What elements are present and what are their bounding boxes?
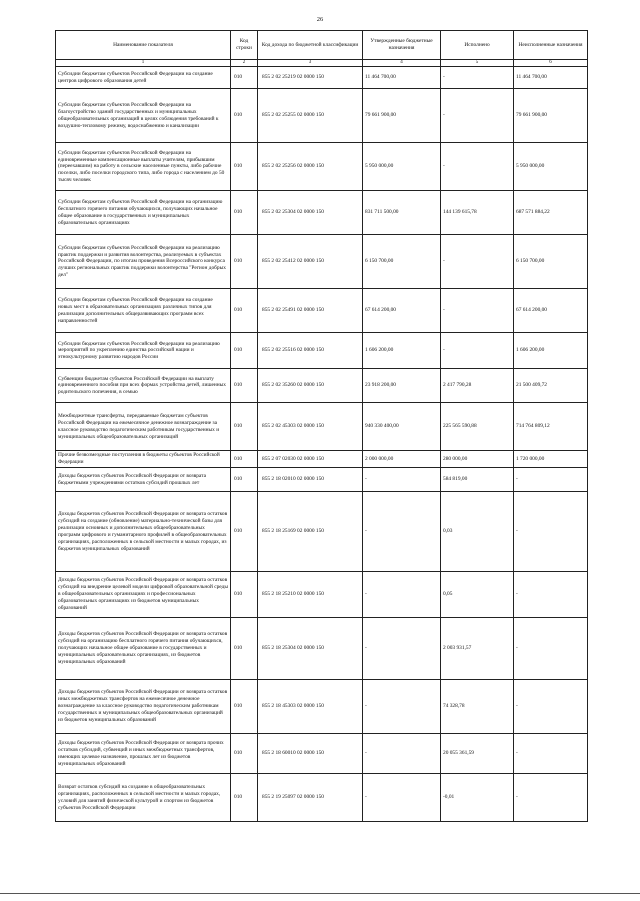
table-row	[56, 774, 588, 822]
unexecuted-amount-cell: 1 606 200,00	[514, 333, 588, 369]
table-row	[56, 289, 588, 333]
row-code-cell: 010	[231, 89, 258, 143]
indicator-name-cell: Доходы бюджетов субъектов Российской Федерации от возврата прочих остатков субсидий, субвенций и иных межбюджетных трансфертов, имеющих целевое назначение, прошлых лет из бюджетов муниципальных образований	[56, 734, 231, 774]
table-row	[56, 333, 588, 369]
column-number-row	[56, 60, 588, 67]
indicator-name-cell: Субсидии бюджетам субъектов Российской Федерации на организацию бесплатного горячего питания обучающихся, получающих начальное общее образование в государственных и муниципальных образовательных организациях	[56, 191, 231, 235]
executed-amount-cell: 2 003 931,57	[441, 618, 514, 680]
unexecuted-amount-cell: -	[514, 492, 588, 572]
table-row	[56, 618, 588, 680]
row-code-cell: 010	[231, 403, 258, 451]
unexecuted-amount-cell: 11 464 700,00	[514, 67, 588, 89]
indicator-name-cell: Межбюджетные трансферты, передаваемые бюджетам субъектов Российской Федерации на ежемесячное денежное вознаграждение за классное руководство педагогическим работникам государственных и муниципальных общеобразовательных организаций	[56, 403, 231, 451]
table-row	[56, 67, 588, 89]
row-code-cell: 010	[231, 67, 258, 89]
unexecuted-amount-cell: -	[514, 572, 588, 618]
indicator-name-cell: Прочие безвозмездные поступления в бюджеты субъектов Российской Федерации	[56, 451, 231, 468]
page-number: 26	[316, 16, 324, 23]
classification-code-cell: 855 2 18 60010 02 0000 150	[258, 734, 363, 774]
approved-amount-cell: -	[363, 492, 441, 572]
executed-amount-cell: -	[441, 289, 514, 333]
column-number: 2	[231, 60, 258, 67]
approved-amount-cell: -	[363, 618, 441, 680]
classification-code-cell: 855 2 02 25219 02 0000 150	[258, 67, 363, 89]
header-executed: Исполнено	[441, 31, 514, 60]
row-code-cell: 010	[231, 468, 258, 492]
revenue-table	[55, 30, 588, 822]
column-number: 1	[56, 60, 231, 67]
table-row	[56, 572, 588, 618]
unexecuted-amount-cell: 67 614 200,00	[514, 289, 588, 333]
indicator-name-cell: Доходы бюджетов субъектов Российской Федерации от возврата остатков субсидий на создание (обновление) материально-технической базы для реализации основных и дополнительных общеобразовательных программ цифрового и гуманитарного профилей в общеобразовательных организациях, расположенных в сельской местности и малых городах, из бюджетов муниципальных образований	[56, 492, 231, 572]
classification-code-cell: 855 2 18 25210 02 0000 150	[258, 572, 363, 618]
unexecuted-amount-cell: -	[514, 680, 588, 734]
page-bottom-rule	[0, 893, 640, 894]
header-name: Наименование показателя	[56, 31, 231, 60]
indicator-name-cell: Доходы бюджетов субъектов Российской Федерации от возврата остатков субсидий на организацию бесплатного горячего питания обучающихся, получающих начальное общее образование в государственных и муниципальных образовательных организациях, из бюджетов муниципальных образований	[56, 618, 231, 680]
approved-amount-cell: 23 918 200,00	[363, 369, 441, 403]
unexecuted-amount-cell: 687 571 884,22	[514, 191, 588, 235]
classification-code-cell: 855 2 02 25304 02 0000 150	[258, 191, 363, 235]
classification-code-cell: 855 2 02 25255 02 0000 150	[258, 89, 363, 143]
row-code-cell: 010	[231, 774, 258, 822]
indicator-name-cell: Субсидии бюджетам субъектов Российской Федерации на реализацию мероприятий по укреплению единства российской нации и этнокультурному развитию народов России	[56, 333, 231, 369]
approved-amount-cell: -	[363, 468, 441, 492]
approved-amount-cell: 79 661 900,00	[363, 89, 441, 143]
unexecuted-amount-cell: 6 150 700,00	[514, 235, 588, 289]
approved-amount-cell: 1 606 200,00	[363, 333, 441, 369]
approved-amount-cell: 5 950 000,00	[363, 143, 441, 191]
classification-code-cell: 855 2 02 45303 02 0000 150	[258, 403, 363, 451]
table-row	[56, 468, 588, 492]
approved-amount-cell: -	[363, 680, 441, 734]
table-row	[56, 492, 588, 572]
indicator-name-cell: Субсидии бюджетам субъектов Российской Федерации на создание новых мест в образовательных организациях различных типов для реализации дополнительных общеразвивающих программ всех направленностей	[56, 289, 231, 333]
table-row	[56, 191, 588, 235]
classification-code-cell: 855 2 19 25097 02 0000 150	[258, 774, 363, 822]
executed-amount-cell: 144 139 615,78	[441, 191, 514, 235]
unexecuted-amount-cell: -	[514, 734, 588, 774]
table-row	[56, 734, 588, 774]
row-code-cell: 010	[231, 680, 258, 734]
indicator-name-cell: Субсидии бюджетам субъектов Российской Федерации на единовременные компенсационные выплаты учителям, прибывшим (переехавшим) на работу в сельские населенные пункты, либо рабочие поселки, либо поселки городского типа, либо города с населением до 50 тысяч человек	[56, 143, 231, 191]
header-classification: Код дохода по бюджетной классификации	[258, 31, 363, 60]
table-row	[56, 143, 588, 191]
table-row	[56, 680, 588, 734]
table-row	[56, 369, 588, 403]
executed-amount-cell: -	[441, 143, 514, 191]
indicator-name-cell: Доходы бюджетов субъектов Российской Федерации от возврата бюджетными учреждениями остатков субсидий прошлых лет	[56, 468, 231, 492]
classification-code-cell: 855 2 18 02010 02 0000 150	[258, 468, 363, 492]
approved-amount-cell: 67 614 200,00	[363, 289, 441, 333]
executed-amount-cell: 2 417 790,28	[441, 369, 514, 403]
executed-amount-cell: -0,01	[441, 774, 514, 822]
executed-amount-cell: 74 328,78	[441, 680, 514, 734]
classification-code-cell: 855 2 18 45303 02 0000 150	[258, 680, 363, 734]
unexecuted-amount-cell: 714 764 809,12	[514, 403, 588, 451]
row-code-cell: 010	[231, 191, 258, 235]
column-number: 4	[363, 60, 441, 67]
classification-code-cell: 855 2 07 02030 02 0000 150	[258, 451, 363, 468]
unexecuted-amount-cell: -	[514, 618, 588, 680]
row-code-cell: 010	[231, 289, 258, 333]
classification-code-cell: 855 2 02 35260 02 0000 150	[258, 369, 363, 403]
approved-amount-cell: 940 330 400,00	[363, 403, 441, 451]
approved-amount-cell: 831 711 500,00	[363, 191, 441, 235]
indicator-name-cell: Доходы бюджетов субъектов Российской Федерации от возврата остатков иных межбюджетных трансфертов на ежемесячное денежное вознаграждение за классное руководство педагогическим работникам государственных и муниципальных общеобразовательных организаций из бюджетов муниципальных образований	[56, 680, 231, 734]
executed-amount-cell: -	[441, 235, 514, 289]
unexecuted-amount-cell: 5 950 000,00	[514, 143, 588, 191]
indicator-name-cell: Субвенции бюджетам субъектов Российской Федерации на выплату единовременного пособия при всех формах устройства детей, лишенных родительского попечения, в семью	[56, 369, 231, 403]
indicator-name-cell: Субсидии бюджетам субъектов Российской Федерации на благоустройство зданий государственных и муниципальных общеобразовательных организаций в целях соблюдения требований к воздушно-тепловому режиму, водоснабжению и канализации	[56, 89, 231, 143]
classification-code-cell: 855 2 18 25304 02 0000 150	[258, 618, 363, 680]
approved-amount-cell: -	[363, 572, 441, 618]
classification-code-cell: 855 2 02 25516 02 0000 150	[258, 333, 363, 369]
row-code-cell: 010	[231, 734, 258, 774]
executed-amount-cell: -	[441, 333, 514, 369]
table-row	[56, 235, 588, 289]
table-row	[56, 451, 588, 468]
row-code-cell: 010	[231, 143, 258, 191]
indicator-name-cell: Субсидии бюджетам субъектов Российской Федерации на реализацию практик поддержки и развития волонтерства, реализуемых в субъектах Российской Федерации, по итогам проведения Всероссийского конкурса лучших региональных практик поддержки волонтерства "Регион добрых дел"	[56, 235, 231, 289]
column-number: 3	[258, 60, 363, 67]
header-approved: Утвержденные бюджетные назначения	[363, 31, 441, 60]
classification-code-cell: 855 2 18 25169 02 0000 150	[258, 492, 363, 572]
unexecuted-amount-cell: 79 661 900,00	[514, 89, 588, 143]
executed-amount-cell: 280 000,00	[441, 451, 514, 468]
table-row	[56, 403, 588, 451]
column-number: 6	[514, 60, 588, 67]
approved-amount-cell: -	[363, 774, 441, 822]
row-code-cell: 010	[231, 451, 258, 468]
executed-amount-cell: -	[441, 89, 514, 143]
unexecuted-amount-cell: -	[514, 468, 588, 492]
approved-amount-cell: 6 150 700,00	[363, 235, 441, 289]
unexecuted-amount-cell: -	[514, 774, 588, 822]
column-number: 5	[441, 60, 514, 67]
classification-code-cell: 855 2 02 25412 02 0000 150	[258, 235, 363, 289]
row-code-cell: 010	[231, 572, 258, 618]
approved-amount-cell: -	[363, 734, 441, 774]
row-code-cell: 010	[231, 492, 258, 572]
classification-code-cell: 855 2 02 25491 02 0000 150	[258, 289, 363, 333]
row-code-cell: 010	[231, 333, 258, 369]
unexecuted-amount-cell: 21 500 409,72	[514, 369, 588, 403]
classification-code-cell: 855 2 02 25256 02 0000 150	[258, 143, 363, 191]
row-code-cell: 010	[231, 369, 258, 403]
table-row	[56, 89, 588, 143]
row-code-cell: 010	[231, 235, 258, 289]
approved-amount-cell: 2 000 000,00	[363, 451, 441, 468]
unexecuted-amount-cell: 1 720 000,00	[514, 451, 588, 468]
executed-amount-cell: 584 819,00	[441, 468, 514, 492]
header-code: Код строки	[231, 31, 258, 60]
indicator-name-cell: Возврат остатков субсидий на создание в общеобразовательных организациях, расположенных в сельской местности и малых городах, условий для занятий физической культурой и спортом из бюджетов субъектов Российской Федерации	[56, 774, 231, 822]
executed-amount-cell: -	[441, 67, 514, 89]
table-header-row	[56, 31, 588, 60]
indicator-name-cell: Субсидии бюджетам субъектов Российской Федерации на создание центров цифрового образования детей	[56, 67, 231, 89]
executed-amount-cell: 0,03	[441, 492, 514, 572]
executed-amount-cell: 20 055 361,59	[441, 734, 514, 774]
executed-amount-cell: 0,05	[441, 572, 514, 618]
row-code-cell: 010	[231, 618, 258, 680]
approved-amount-cell: 11 464 700,00	[363, 67, 441, 89]
executed-amount-cell: 225 565 590,88	[441, 403, 514, 451]
header-unexecuted: Неисполненные назначения	[514, 31, 588, 60]
indicator-name-cell: Доходы бюджетов субъектов Российской Федерации от возврата остатков субсидий на внедрение целевой модели цифровой образовательной среды в общеобразовательных организациях и профессиональных образовательных организациях из бюджетов муниципальных образований	[56, 572, 231, 618]
